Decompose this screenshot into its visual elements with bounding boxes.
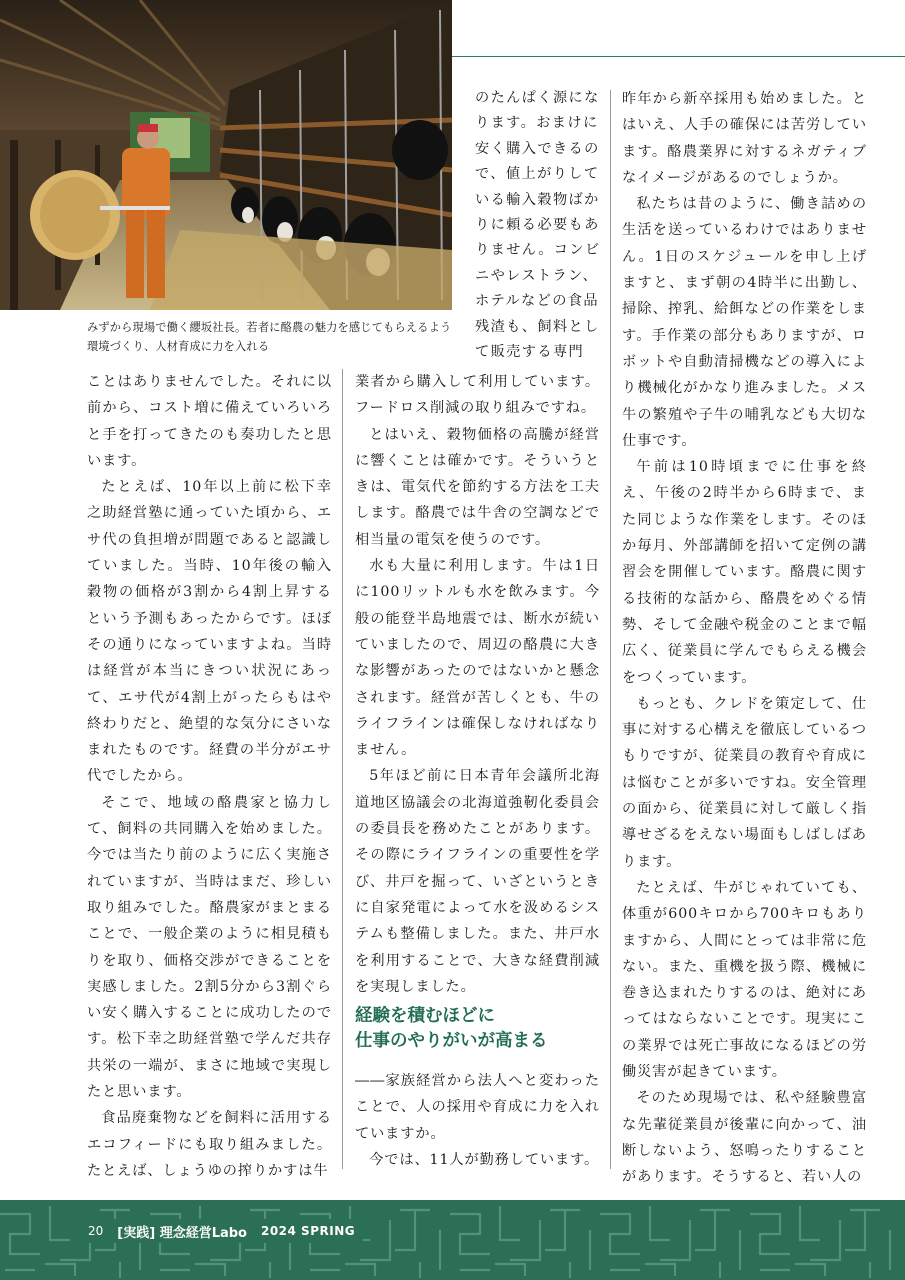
magazine-title: [実践] 理念経営Labo	[117, 1225, 247, 1241]
paragraph: 業者から購入して利用しています。フードロス削減の取り組みですね。	[355, 374, 600, 417]
paragraph: ――家族経営から法人へと変わったことで、人の採用や育成に力を入れていますか。	[355, 1073, 600, 1142]
text-line: で、値上がりして	[475, 166, 600, 183]
paragraph: そこで、地域の酪農家と協力して、飼料の共同購入を始めました。今では当たり前のように広く実施されていますが、当時はまだ、珍しい取り組みでした。酪農家がまとまることで、一般企業のように相見積もりを取り、価格交渉ができることを実感しました。2割5分から3割ぐらい安く購入することに成功したのです。松下幸之助経営塾で学んだ共存共栄の一端が、まさに地域で実現したと思います。	[87, 794, 332, 1101]
text-line: て販売する専門	[475, 344, 585, 361]
text-line: りません。コンビ	[475, 242, 601, 259]
section-heading	[355, 1004, 605, 1054]
text-line: ります。おまけに	[475, 115, 599, 132]
column-2-lower	[355, 1068, 600, 1173]
heading-line-1: 経験を積むほどに	[355, 1006, 495, 1026]
column-3	[622, 86, 867, 1190]
text-line: いる輸入穀物ばか	[475, 191, 600, 208]
paragraph: ことはありませんでした。それに以前から、コスト増に備えていろいろと手を打ってきたのも奏功したと思います。	[87, 374, 332, 469]
column-rule	[342, 369, 343, 1169]
text-line: ホテルなどの食品	[475, 293, 599, 310]
paragraph: 食品廃棄物などを飼料に活用するエコフィードにも取り組みました。たとえば、しょうゆの搾りかすは牛	[87, 1110, 332, 1179]
page-number: 20	[88, 1224, 104, 1238]
paragraph: もっとも、クレドを策定して、仕事に対する心構えを徹底しているつもりですが、従業員の教育や育成には悩むことが多いですね。安全管理の面から、従業員に対して厳しく指導せざるをえない場面もしばしばあります。	[622, 695, 867, 870]
text-line: りに頼る必要もあ	[475, 217, 600, 234]
paragraph: たとえば、牛がじゃれていても、体重が600キロから700キロもありますから、人間にとっては非常に危ない。また、重機を扱う際、機械に巻き込まれたりするのは、絶対にあってはならないことです。現実にこの業界では死亡事故になるほどの労働災害が起きています。	[622, 879, 867, 1080]
paragraph: 私たちは昔のように、働き詰めの生活を送っているわけではありません。1日のスケジュールを申し上げますと、まず朝の4時半に出勤し、掃除、搾乳、給餌などの作業をします。手作業の部分もありますが、ロボットや自動清掃機などの導入により機械化がかなり進みました。メス牛の繁殖や子牛の哺乳なども大切な仕事です。	[622, 196, 867, 449]
edition-label: 2024 SPRING	[260, 1224, 356, 1238]
text-line: 残渣も、飼料とし	[475, 318, 600, 335]
paragraph: 5年ほど前に日本青年会議所北海道地区協議会の北海道強靭化委員会の委員長を務めたことがあります。その際にライフラインの重要性を学び、井戸を掘って、いざというときに自家発電によって水を汲めるシステムも整備しました。また、井戸水を利用することで、大きな経費削減を実現しました。	[355, 768, 600, 995]
paragraph: たとえば、10年以上前に松下幸之助経営塾に通っていた頃から、エサ代の負担増が問題であると認識していました。当時、10年後の輸入穀物の価格が3割から4割上昇するという予測もあったからです。ほぼその通りになっていますよね。当時は経営が本当にきつい状況にあって、エサ代が4割上がったらもはや終わりだと、絶望的な気分にさいなまれたものです。経費の半分がエサ代でしたから。	[87, 479, 332, 785]
paragraph: とはいえ、穀物価格の高騰が経営に響くことは確かです。そういうときは、電気代を節約する方法を工夫します。酪農では牛舎の空調などで相当量の電気を使うのです。	[355, 426, 600, 548]
column-rule	[610, 90, 611, 1169]
text-line: 安く購入できるの	[475, 140, 600, 157]
paragraph: そのため現場では、私や経験豊富な先輩従業員が後輩に向かって、油断しないよう、怒鳴ったりすることがあります。そうすると、若い人の	[622, 1090, 867, 1186]
photo-caption: みずから現場で働く纓坂社長。若者に酪農の魅力を感じてもらえるよう環境づくり、人材育成に力を入れる	[87, 321, 452, 353]
barn-photo	[0, 0, 452, 310]
text-line: のたんぱく源にな	[475, 90, 600, 106]
column-2-top	[475, 86, 603, 365]
footer-bar	[80, 1219, 363, 1243]
column-1	[87, 369, 332, 1184]
paragraph: 午前は10時頃までに仕事を終え、午後の2時半から6時まで、また同じような作業をします。そのほか毎月、外部講師を招いて定例の講習会を開催しています。酪農に関する技術的な話から、酪農をめぐる情勢、そして金融や税金のことまで幅広く、従業員に学んでもらえる機会をつくっています。	[622, 459, 867, 686]
paragraph: 水も大量に利用します。牛は1日に100リットルも水を飲みます。今般の能登半島地震では、断水が続いていましたので、周辺の酪農に大きな影響があったのではないかと懸念されます。経営が苦しくとも、牛のライフラインは確保しなければなりません。	[355, 558, 600, 759]
accent-rule	[452, 56, 905, 57]
paragraph: 昨年から新卒採用も始めました。とはいえ、人手の確保には苦労しています。酪農業界に対するネガティブなイメージがあるのでしょうか。	[622, 91, 867, 186]
heading-line-2: 仕事のやりがいが高まる	[355, 1031, 548, 1051]
text-line: ニやレストラン、	[475, 267, 599, 284]
paragraph: 今では、11人が勤務しています。	[369, 1151, 600, 1168]
column-2	[355, 369, 600, 1000]
